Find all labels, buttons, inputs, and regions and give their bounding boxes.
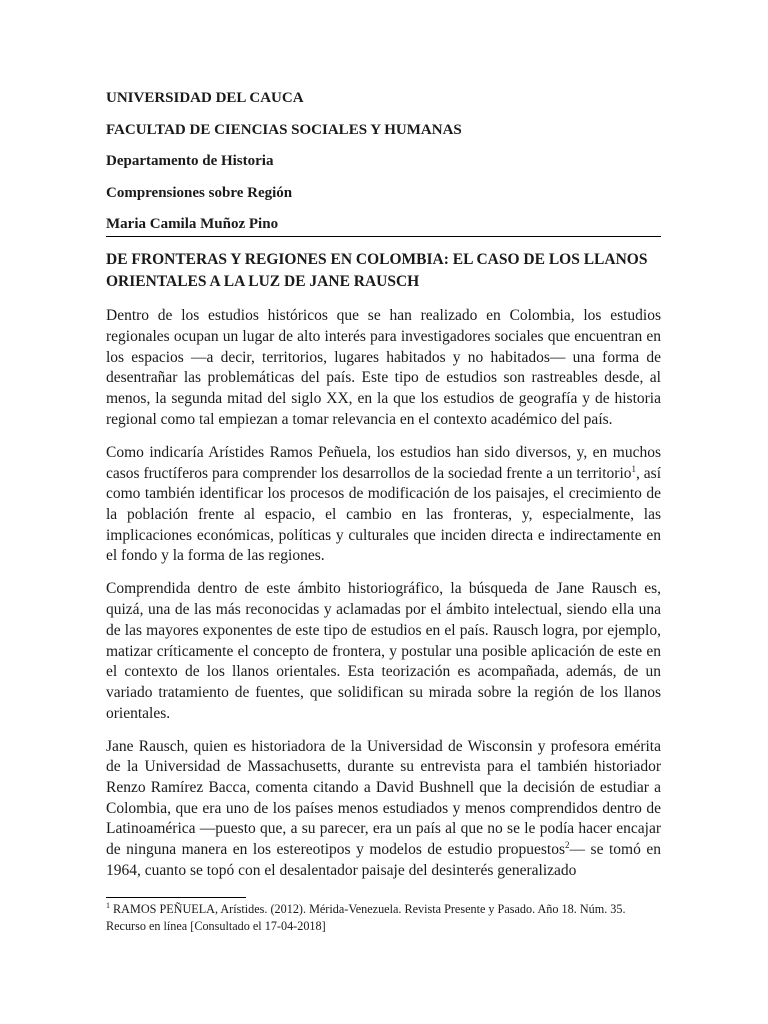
document-page: [106, 88, 661, 894]
paragraph-4-text-a: Jane Rausch, quien es historiadora de la Universidad de Wisconsin y profesora emérita de la Universidad de Massachusetts, durante su entrevista para el también historiador Renzo Ramírez Bacca, comenta citando a David Bushnell que la decisión de estudiar a Colombia, que era uno de los países menos estudiados y menos comprendidos dentro de Latinoamérica —puesto que, a su parecer, era un país al que no se le podía hacer encajar de ninguna manera en los estereotipos y modelos de estudio propuestos: [106, 737, 661, 859]
course-name: Comprensiones sobre Región: [106, 184, 293, 201]
footnote-ref-2[interactable]: 2: [565, 839, 570, 850]
faculty-name: FACULTAD DE CIENCIAS SOCIALES Y HUMANAS: [106, 121, 462, 138]
footnote-1: [106, 901, 661, 934]
paragraph-2: [106, 443, 661, 567]
footnote-ref-1[interactable]: 1: [631, 463, 636, 474]
author-name: Maria Camila Muñoz Pino: [106, 216, 279, 233]
paragraph-2-text-b: , así como también identificar los procesos de modificación de los paisajes, el crecimiento de la población frente al espacio, el cambio en las fronteras, y, especialmente, las implicaciones económicas, políticas y culturales que inciden directa e indirectamente en el fondo y la forma de las regiones.: [106, 464, 662, 565]
department-name: Departamento de Historia: [106, 153, 274, 170]
footnote-text: RAMOS PEÑUELA, Arístides. (2012). Mérida-Venezuela. Revista Presente y Pasado. Año 18. Núm. 35. Recurso en línea [Consultado el 17-04-2018]: [106, 902, 626, 933]
essay-title: DE FRONTERAS Y REGIONES EN COLOMBIA: EL CASO DE LOS LLANOS ORIENTALES A LA LUZ DE JANE RAUSCH: [106, 251, 648, 291]
header-divider: [106, 236, 661, 237]
footnote-number: 1: [106, 900, 110, 910]
footnote-divider: [106, 897, 246, 898]
university-name: UNIVERSIDAD DEL CAUCA: [106, 90, 304, 106]
paragraph-2-text-a: Como indicaría Arístides Ramos Peñuela, los estudios han sido diversos, y, en muchos casos fructíferos para comprender los desarrollos de la sociedad frente a un territorio: [106, 443, 661, 482]
paragraph-3: Comprendida dentro de este ámbito historiográfico, la búsqueda de Jane Rausch es, quizá, una de las más reconocidas y aclamadas por el ámbito intelectual, siendo ella una de las mayores exponentes de este tipo de estudios en el país. Rausch logra, por ejemplo, matizar críticamente el concepto de frontera, y postular una posible aplicación de este en el contexto de los llanos orientales. Esta teorización es acompañada, además, de un variado tratamiento de fuentes, que solidifican su mirada sobre la región de los llanos orientales.: [106, 580, 661, 722]
paragraph-4-text-b: — se tomó en 1964, cuanto se topó con el desalentador paisaje del desinterés generalizado: [106, 841, 662, 879]
paragraph-1: Dentro de los estudios históricos que se han realizado en Colombia, los estudios regionales ocupan un lugar de alto interés para investigadores sociales que encuentran en los espacios —a decir, territorios, lugares habitados y no habitados— una forma de desentrañar las problemáticas del país. Este tipo de estudios son rastreables desde, al menos, la segunda mitad del siglo XX, en la que los estudios de geografía y de historia regional como tal empiezan a tomar relevancia en el contexto académico del país.: [106, 307, 661, 428]
paragraph-4: [106, 737, 661, 882]
